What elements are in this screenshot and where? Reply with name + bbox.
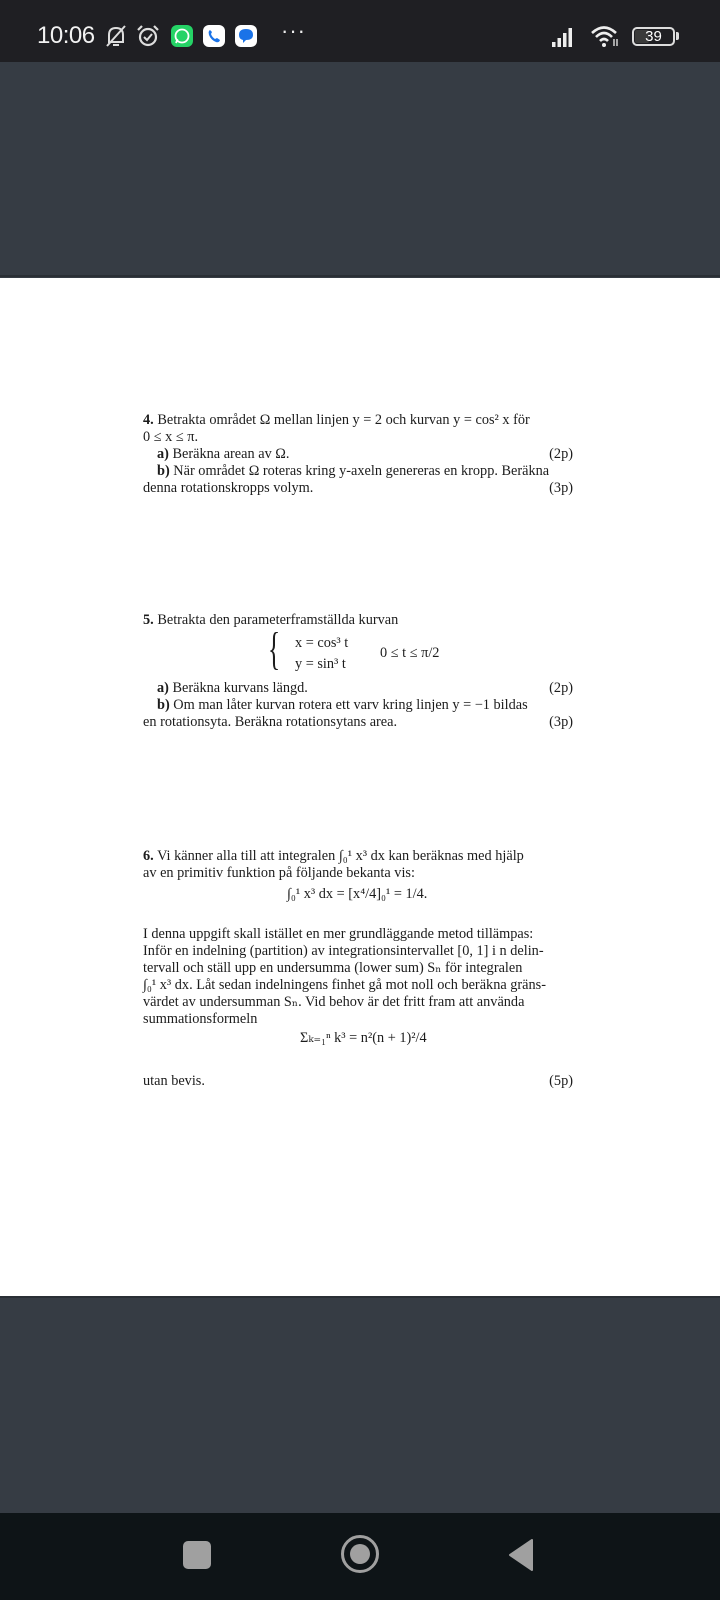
points-4a: (2p) xyxy=(549,446,573,462)
problem-6-line-3: I denna uppgift skall istället en mer grundläggande metod tillämpas: xyxy=(143,926,534,942)
integral-equation: ∫₀¹ x³ dx = [x⁴/4]₀¹ = 1/4. xyxy=(287,886,428,902)
viewer-background-bottom[interactable] xyxy=(0,1296,720,1513)
problem-5b-line-2: en rotationsyta. Beräkna rotationsytans area. (3p) xyxy=(143,714,573,730)
battery-percent: 39 xyxy=(645,28,662,45)
problem-6-line-9: utan bevis. (5p) xyxy=(143,1073,573,1089)
alarm-icon xyxy=(135,23,161,49)
pdf-page[interactable] xyxy=(0,278,720,1296)
back-button[interactable] xyxy=(507,1538,535,1572)
problem-4-text: Betrakta området Ω mellan linjen y = 2 och kurvan y = cos² x för xyxy=(157,412,530,428)
problem-4-line-2: 0 ≤ x ≤ π. xyxy=(143,429,199,445)
parametric-equation xyxy=(268,623,468,678)
whatsapp-icon xyxy=(171,25,193,47)
problem-4b-line-2: denna rotationskropps volym. (3p) xyxy=(143,480,573,496)
wifi-icon xyxy=(590,24,620,48)
viewer-background-top[interactable] xyxy=(0,62,720,277)
problem-6-line-2: av en primitiv funktion på följande bekanta vis: xyxy=(143,865,415,881)
problem-6-line-8: summationsformeln xyxy=(143,1011,258,1027)
more-notifications-icon: ··· xyxy=(281,18,306,43)
problem-6-body xyxy=(143,926,577,1028)
equation-x: x = cos³ t xyxy=(295,635,349,651)
problem-5-line-1: 5. Betrakta den parameterframställda kurvan xyxy=(143,612,399,628)
signal-icon xyxy=(551,26,575,48)
parameter-range: 0 ≤ t ≤ π/2 xyxy=(380,645,440,661)
left-brace: { xyxy=(268,623,281,674)
battery-cap xyxy=(676,32,679,40)
points-5b: (3p) xyxy=(549,714,573,730)
problem-6 xyxy=(143,848,577,882)
problem-5-parts xyxy=(143,680,577,731)
navigation-bar xyxy=(0,1513,720,1600)
problem-5b: b) Om man låter kurvan rotera ett varv kring linjen y = −1 bildas xyxy=(157,697,528,713)
problem-4 xyxy=(143,412,577,497)
points-5a: (2p) xyxy=(549,680,573,696)
problem-4-line-1: 4. Betrakta området Ω mellan linjen y = 2 och kurvan y = cos² x för xyxy=(143,412,530,428)
points-4b: (3p) xyxy=(549,480,573,496)
messages-icon xyxy=(235,25,257,47)
home-button[interactable] xyxy=(341,1535,379,1573)
problem-4b: b) När området Ω roteras kring y-axeln genereras en kropp. Beräkna xyxy=(157,463,550,479)
problem-4a: a) Beräkna arean av Ω. (2p) xyxy=(157,446,573,462)
status-bar xyxy=(0,0,720,62)
problem-6-line-1: 6. Vi känner alla till att integralen ∫₀¹ x³ dx kan beräknas med hjälp xyxy=(143,848,524,864)
summation-formula: Σₖ₌₁ⁿ k³ = n²(n + 1)²/4 xyxy=(300,1030,427,1046)
clock: 10:06 xyxy=(37,22,95,49)
points-6: (5p) xyxy=(549,1073,573,1089)
problem-6-end xyxy=(143,1073,577,1090)
problem-6-line-5: tervall och ställ upp en undersumma (lower sum) Sₙ för integralen xyxy=(143,960,523,976)
problem-6-line-6: ∫₀¹ x³ dx. Låt sedan indelningens finhet gå mot noll och beräkna gräns- xyxy=(143,977,546,993)
problem-6-line-7: värdet av undersumman Sₙ. Vid behov är det fritt fram att använda xyxy=(143,994,525,1010)
home-icon xyxy=(350,1544,370,1564)
phone-icon xyxy=(203,25,225,47)
recents-button[interactable] xyxy=(183,1541,211,1569)
battery-indicator xyxy=(632,27,675,46)
bell-off-icon xyxy=(103,23,129,49)
problem-5 xyxy=(143,612,577,629)
problem-6-line-4: Inför en indelning (partition) av integrationsintervallet [0, 1] i n delin- xyxy=(143,943,544,959)
problem-5a: a) Beräkna kurvans längd. (2p) xyxy=(157,680,573,696)
equation-y: y = sin³ t xyxy=(295,656,346,672)
